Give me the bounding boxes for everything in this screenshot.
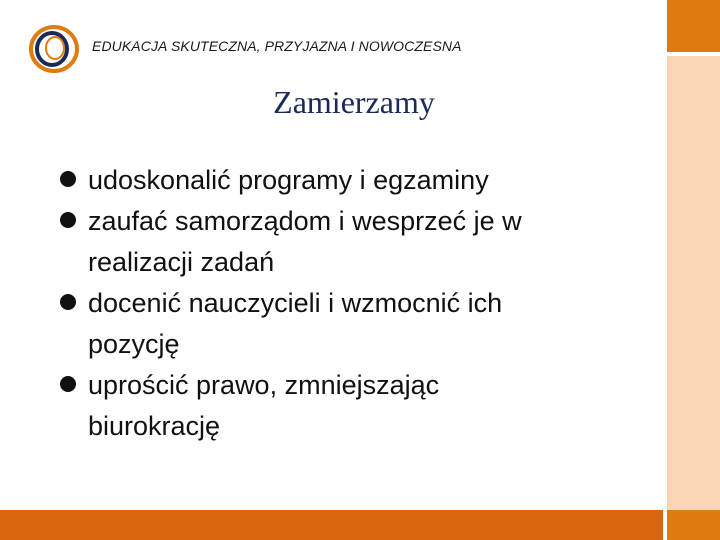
slide-title-text: Zamierzamy (273, 84, 435, 120)
bullet-dot-icon (60, 171, 76, 187)
bullet-item (60, 160, 560, 201)
slide-title (0, 84, 720, 121)
bullet-item (60, 365, 560, 447)
bullet-dot-icon (60, 294, 76, 310)
sidebar-accent-strip (667, 56, 720, 510)
bullet-text: udoskonalić programy i egzaminy (88, 165, 489, 195)
bullet-text: uprościć prawo, zmniejszając biurokrację (88, 370, 440, 441)
footer-bar (0, 510, 663, 540)
sidebar-accent-top (667, 0, 720, 52)
footer-corner-accent (667, 510, 720, 540)
ring-logo-icon (28, 24, 80, 74)
bullet-dot-icon (60, 376, 76, 392)
bullet-dot-icon (60, 212, 76, 228)
bullet-text: zaufać samorządom i wesprzeć je w realizacji zadań (88, 206, 522, 277)
bullet-item (60, 283, 560, 365)
bullet-item (60, 201, 560, 283)
bullet-text: docenić nauczycieli i wzmocnić ich pozycję (88, 288, 503, 359)
header-tagline: EDUKACJA SKUTECZNA, PRZYJAZNA I NOWOCZESNA (92, 38, 462, 54)
bullet-list (60, 160, 560, 447)
